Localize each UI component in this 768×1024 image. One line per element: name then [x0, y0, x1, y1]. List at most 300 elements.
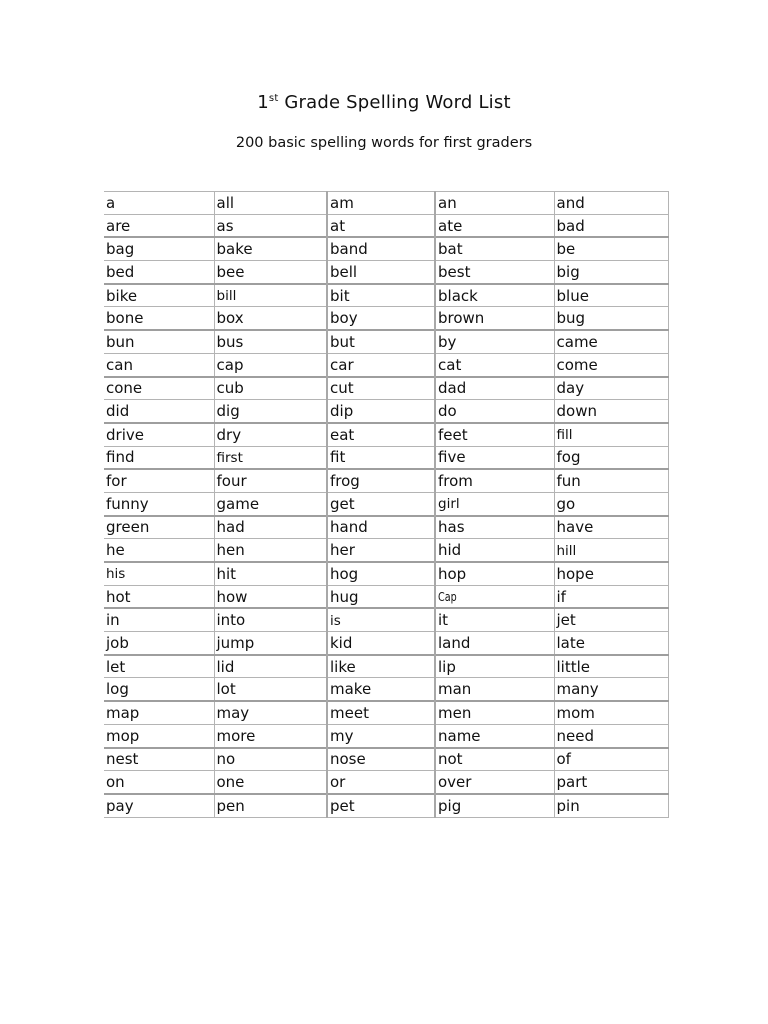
word-cell	[554, 353, 668, 376]
word-text: from	[438, 472, 473, 491]
word-cell	[104, 492, 214, 515]
word-cell	[554, 423, 668, 446]
word-text: let	[106, 657, 126, 676]
word-text: bag	[106, 240, 135, 259]
word-cell	[214, 446, 327, 469]
word-cell	[435, 214, 554, 237]
table-row	[104, 400, 668, 423]
word-cell	[104, 678, 214, 701]
table-row	[104, 423, 668, 446]
word-text: hug	[330, 587, 359, 606]
word-cell	[327, 284, 435, 307]
word-text: on	[106, 773, 125, 792]
word-text: bit	[330, 286, 350, 305]
word-cell	[104, 400, 214, 423]
word-text: map	[106, 703, 140, 722]
word-cell	[435, 469, 554, 492]
word-cell	[435, 771, 554, 794]
word-cell	[214, 492, 327, 515]
word-cell	[214, 400, 327, 423]
page-subtitle: 200 basic spelling words for first graders	[235, 135, 533, 151]
word-text: in	[106, 611, 120, 630]
word-text: bug	[556, 309, 586, 328]
word-text: make	[330, 680, 372, 699]
word-text: more	[216, 726, 256, 745]
word-text: over	[438, 773, 472, 792]
word-cell	[214, 562, 327, 585]
word-cell	[104, 446, 214, 469]
word-cell	[104, 377, 214, 400]
word-cell	[327, 423, 435, 446]
word-cell	[104, 261, 214, 284]
table-row	[104, 469, 668, 492]
word-text: but	[330, 332, 355, 351]
word-cell	[554, 585, 668, 608]
table-row	[104, 516, 668, 539]
word-cell	[214, 423, 327, 446]
word-text: cut	[330, 379, 354, 398]
word-text: at	[330, 216, 346, 235]
word-cell	[327, 307, 435, 330]
word-cell	[554, 261, 668, 284]
word-cell	[327, 516, 435, 539]
word-cell	[554, 562, 668, 585]
word-text: four	[216, 472, 247, 491]
word-cell	[435, 492, 554, 515]
word-text: have	[556, 518, 594, 537]
table-row	[104, 771, 668, 794]
word-text: not	[438, 750, 463, 769]
word-text: be	[556, 240, 576, 259]
word-text: pet	[330, 796, 355, 815]
table-row	[104, 214, 668, 237]
word-text: go	[556, 494, 576, 513]
word-text: one	[216, 773, 245, 792]
word-cell	[104, 330, 214, 353]
word-text: fun	[556, 472, 581, 491]
word-cell	[214, 192, 327, 215]
word-cell	[104, 724, 214, 747]
word-text: late	[556, 633, 585, 652]
word-text: box	[216, 309, 244, 328]
word-text: has	[438, 518, 465, 537]
word-cell	[435, 655, 554, 678]
word-text: man	[438, 680, 472, 699]
table-row	[104, 748, 668, 771]
word-cell	[214, 261, 327, 284]
word-text: hand	[330, 518, 368, 537]
word-text: big	[556, 262, 580, 281]
word-text: bus	[216, 332, 244, 351]
word-text: first	[216, 449, 243, 466]
word-cell	[214, 469, 327, 492]
word-cell	[554, 771, 668, 794]
table-row	[104, 307, 668, 330]
word-cell	[435, 261, 554, 284]
word-cell	[214, 237, 327, 260]
word-cell	[104, 632, 214, 655]
table-row	[104, 794, 668, 817]
table-row	[104, 192, 668, 215]
word-text: a	[106, 193, 116, 212]
word-text: or	[330, 773, 346, 792]
word-text: part	[556, 773, 588, 792]
word-text: no	[216, 750, 236, 769]
word-text: job	[106, 633, 129, 652]
word-text: her	[330, 541, 355, 560]
title-number: 1	[257, 92, 269, 113]
word-cell	[214, 724, 327, 747]
word-cell	[554, 284, 668, 307]
word-cell	[104, 608, 214, 631]
word-text: hit	[216, 564, 237, 583]
table-row	[104, 446, 668, 469]
word-cell	[435, 377, 554, 400]
word-text: my	[330, 726, 354, 745]
word-text: dad	[438, 379, 467, 398]
word-text: eat	[330, 425, 355, 444]
word-cell	[327, 400, 435, 423]
word-text: all	[216, 193, 235, 212]
word-text: many	[556, 680, 599, 699]
word-cell	[104, 284, 214, 307]
word-text: day	[556, 379, 585, 398]
word-text: find	[106, 448, 135, 467]
word-text: fill	[556, 427, 573, 444]
word-text: do	[438, 402, 457, 421]
word-cell	[104, 237, 214, 260]
word-cell	[327, 678, 435, 701]
word-text: fog	[556, 448, 581, 467]
word-cell	[214, 655, 327, 678]
word-cell	[435, 608, 554, 631]
word-text: dig	[216, 402, 240, 421]
word-cell	[214, 632, 327, 655]
word-text: cap	[216, 355, 244, 374]
word-text: lot	[216, 680, 236, 699]
table-row	[104, 655, 668, 678]
word-text: band	[330, 240, 368, 259]
word-cell	[327, 353, 435, 376]
word-text: bell	[330, 262, 358, 281]
word-text: men	[438, 703, 472, 722]
word-text: came	[556, 332, 598, 351]
word-text: had	[216, 518, 245, 537]
word-cell	[554, 492, 668, 515]
table-row	[104, 492, 668, 515]
word-cell	[327, 492, 435, 515]
word-text: car	[330, 355, 354, 374]
word-text: fit	[330, 448, 346, 467]
word-cell	[435, 562, 554, 585]
word-cell	[435, 794, 554, 817]
word-cell	[214, 678, 327, 701]
word-cell	[435, 446, 554, 469]
word-text: bun	[106, 332, 135, 351]
table-row	[104, 632, 668, 655]
word-text: by	[438, 332, 457, 351]
word-cell	[435, 678, 554, 701]
word-cell	[435, 632, 554, 655]
word-text: come	[556, 355, 598, 374]
word-cell	[327, 748, 435, 771]
word-cell	[104, 353, 214, 376]
word-text: game	[216, 494, 260, 513]
word-text: is	[330, 612, 341, 629]
word-text: drive	[106, 425, 144, 444]
word-cell	[214, 748, 327, 771]
word-cell	[104, 539, 214, 562]
word-cell	[327, 562, 435, 585]
table-row	[104, 330, 668, 353]
word-cell	[435, 423, 554, 446]
word-text: black	[438, 286, 478, 305]
word-cell	[554, 192, 668, 215]
word-cell	[327, 539, 435, 562]
word-cell	[104, 585, 214, 608]
table-row	[104, 377, 668, 400]
word-text: nose	[330, 750, 366, 769]
word-cell	[435, 748, 554, 771]
word-text: hog	[330, 564, 359, 583]
word-cell	[554, 539, 668, 562]
word-text: bad	[556, 216, 585, 235]
word-cell	[214, 284, 327, 307]
word-cell	[214, 377, 327, 400]
table-row	[104, 608, 668, 631]
word-text: are	[106, 216, 131, 235]
word-cell	[554, 655, 668, 678]
word-text: feet	[438, 425, 468, 444]
table-row	[104, 724, 668, 747]
word-cell	[554, 377, 668, 400]
word-text: boy	[330, 309, 358, 328]
word-text: little	[556, 657, 590, 676]
word-cell	[327, 701, 435, 724]
word-text: hot	[106, 587, 131, 606]
word-text: ate	[438, 216, 463, 235]
word-text: nest	[106, 750, 139, 769]
word-cell	[554, 516, 668, 539]
title-superscript: st	[268, 93, 279, 104]
word-cell	[104, 562, 214, 585]
table-row	[104, 678, 668, 701]
word-text: land	[438, 633, 471, 652]
word-cell	[104, 307, 214, 330]
word-text: lid	[216, 657, 235, 676]
word-cell	[554, 214, 668, 237]
word-text: hen	[216, 541, 245, 560]
word-text: jump	[216, 633, 255, 652]
word-text: frog	[330, 472, 360, 491]
word-text: hill	[556, 542, 577, 559]
word-text: may	[216, 703, 250, 722]
table-row	[104, 237, 668, 260]
word-cell	[214, 794, 327, 817]
word-cell	[327, 237, 435, 260]
word-cell	[327, 724, 435, 747]
word-text: best	[438, 262, 471, 281]
word-text: as	[216, 216, 234, 235]
word-text: for	[106, 472, 127, 491]
word-text: cat	[438, 355, 462, 374]
word-text: he	[106, 541, 125, 560]
word-text: mom	[556, 703, 595, 722]
word-cell	[554, 724, 668, 747]
word-cell	[327, 192, 435, 215]
word-text: kid	[330, 633, 353, 652]
word-text: hop	[438, 564, 467, 583]
word-cell	[554, 678, 668, 701]
word-text: log	[106, 680, 129, 699]
table-row	[104, 284, 668, 307]
word-text: down	[556, 402, 597, 421]
word-text: bike	[106, 286, 138, 305]
word-text: his	[106, 566, 126, 583]
word-cell	[327, 771, 435, 794]
word-text: bat	[438, 240, 463, 259]
word-cell	[435, 539, 554, 562]
table-row	[104, 562, 668, 585]
word-cell	[327, 377, 435, 400]
word-text: brown	[438, 309, 485, 328]
word-cell	[435, 192, 554, 215]
word-cell	[435, 724, 554, 747]
word-cell	[214, 539, 327, 562]
word-cell	[435, 516, 554, 539]
word-text: green	[106, 518, 150, 537]
word-cell	[104, 469, 214, 492]
table-row	[104, 701, 668, 724]
word-text: funny	[106, 494, 149, 513]
word-text: girl	[438, 496, 460, 513]
word-text: dry	[216, 425, 242, 444]
word-cell	[327, 608, 435, 631]
word-text: Cap	[438, 590, 457, 605]
word-cell	[214, 353, 327, 376]
word-cell	[327, 214, 435, 237]
word-cell	[554, 701, 668, 724]
word-cell	[435, 400, 554, 423]
word-text: it	[438, 611, 449, 630]
word-text: bed	[106, 262, 135, 281]
word-cell	[435, 330, 554, 353]
word-text: bone	[106, 309, 144, 328]
spelling-word-table	[104, 191, 669, 818]
word-cell	[554, 237, 668, 260]
word-text: if	[556, 587, 566, 606]
word-cell	[435, 585, 554, 608]
word-text: bake	[216, 240, 253, 259]
word-text: pig	[438, 796, 462, 815]
word-cell	[554, 400, 668, 423]
word-cell	[554, 330, 668, 353]
word-cell	[435, 307, 554, 330]
word-cell	[214, 771, 327, 794]
word-cell	[214, 307, 327, 330]
word-cell	[435, 353, 554, 376]
word-text: name	[438, 726, 481, 745]
word-cell	[554, 446, 668, 469]
word-text: mop	[106, 726, 140, 745]
word-text: of	[556, 750, 571, 769]
word-text: how	[216, 587, 248, 606]
word-cell	[214, 330, 327, 353]
word-cell	[214, 701, 327, 724]
word-cell	[104, 701, 214, 724]
word-text: blue	[556, 286, 589, 305]
word-text: pin	[556, 796, 580, 815]
title-text: Grade Spelling Word List	[278, 92, 511, 113]
word-text: five	[438, 448, 466, 467]
word-text: jet	[556, 611, 576, 630]
word-cell	[104, 655, 214, 678]
word-cell	[104, 192, 214, 215]
word-text: pen	[216, 796, 245, 815]
word-text: need	[556, 726, 594, 745]
table-row	[104, 539, 668, 562]
word-cell	[435, 237, 554, 260]
word-text: cone	[106, 379, 143, 398]
word-cell	[104, 214, 214, 237]
word-cell	[104, 516, 214, 539]
word-text: pay	[106, 796, 134, 815]
word-cell	[554, 469, 668, 492]
page-title	[0, 92, 768, 113]
word-cell	[327, 585, 435, 608]
word-cell	[554, 632, 668, 655]
word-cell	[327, 655, 435, 678]
word-table-body	[104, 192, 668, 818]
word-cell	[327, 330, 435, 353]
word-text: into	[216, 611, 246, 630]
word-cell	[554, 608, 668, 631]
word-text: cub	[216, 379, 244, 398]
table-row	[104, 585, 668, 608]
word-text: meet	[330, 703, 369, 722]
word-text: and	[556, 193, 585, 212]
word-cell	[327, 261, 435, 284]
word-text: get	[330, 494, 355, 513]
word-text: an	[438, 193, 457, 212]
word-text: bee	[216, 262, 245, 281]
word-text: like	[330, 657, 356, 676]
word-text: hid	[438, 541, 462, 560]
word-cell	[214, 214, 327, 237]
word-text: hope	[556, 564, 594, 583]
word-cell	[554, 748, 668, 771]
word-cell	[435, 284, 554, 307]
word-cell	[327, 446, 435, 469]
word-cell	[104, 794, 214, 817]
word-text: can	[106, 355, 133, 374]
word-text: lip	[438, 657, 456, 676]
word-cell	[214, 608, 327, 631]
word-cell	[104, 771, 214, 794]
word-text: dip	[330, 402, 354, 421]
word-cell	[554, 307, 668, 330]
word-cell	[104, 423, 214, 446]
word-text: did	[106, 402, 130, 421]
word-cell	[214, 585, 327, 608]
word-cell	[327, 469, 435, 492]
table-row	[104, 353, 668, 376]
table-row	[104, 261, 668, 284]
word-cell	[104, 748, 214, 771]
word-cell	[435, 701, 554, 724]
word-text: bill	[216, 288, 237, 305]
word-cell	[327, 632, 435, 655]
